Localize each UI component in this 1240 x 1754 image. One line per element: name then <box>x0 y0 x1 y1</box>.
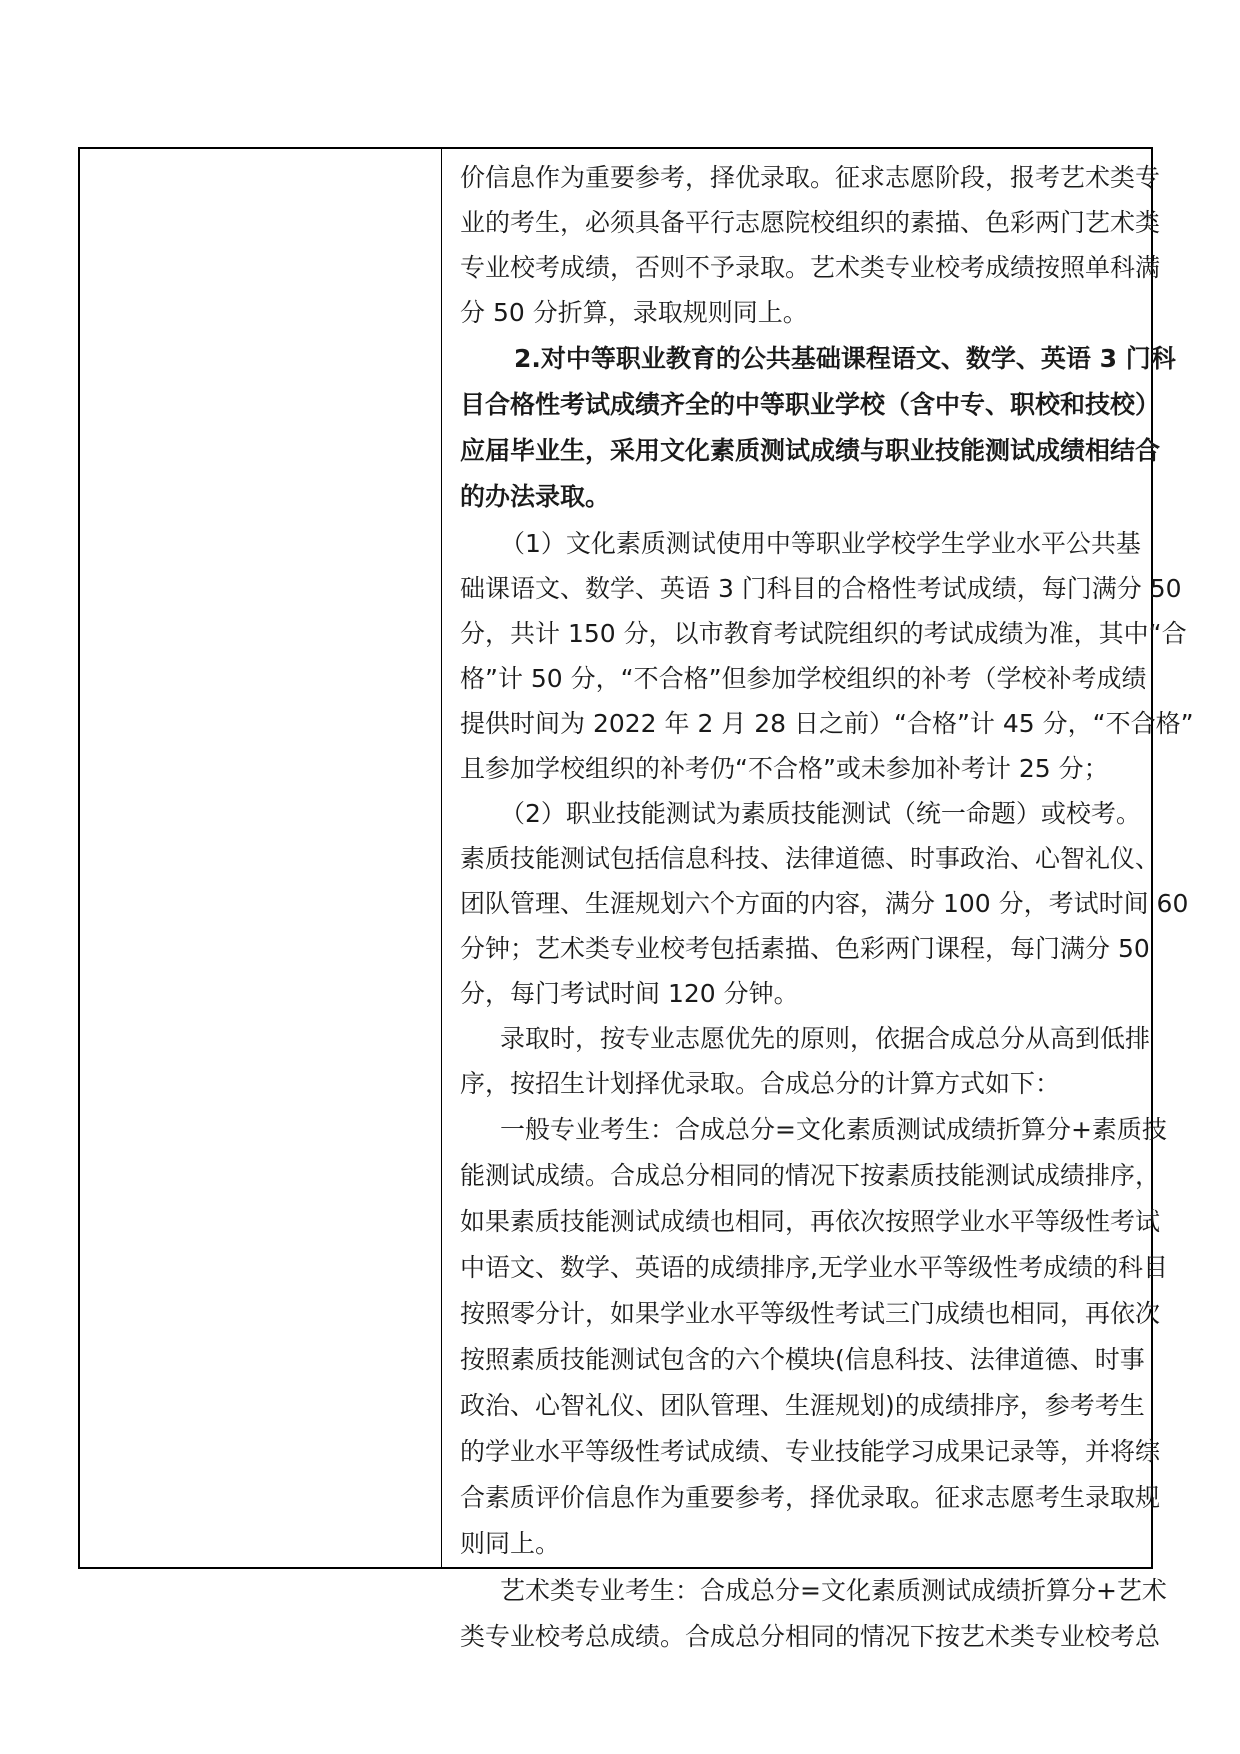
paragraph-line: 的学业水平等级性考试成绩、专业技能学习成果记录等，并将综 <box>460 1437 1161 1466</box>
paragraph-line: 录取时，按专业志愿优先的原则，依据合成总分从高到低排 <box>500 1024 1151 1053</box>
paragraph-line: （1）文化素质测试使用中等职业学校学生学业水平公共基 <box>500 529 1141 558</box>
paragraph-line: 合素质评价信息作为重要参考，择优录取。征求志愿考生录取规 <box>460 1483 1161 1512</box>
paragraph-line: 则同上。 <box>460 1529 561 1558</box>
paragraph-line: 按照零分计，如果学业水平等级性考试三门成绩也相同，再依次 <box>460 1299 1161 1328</box>
paragraph-line: 价信息作为重要参考，择优录取。征求志愿阶段，报考艺术类专 <box>460 163 1161 192</box>
paragraph-line: 类专业校考总成绩。合成总分相同的情况下按艺术类专业校考总 <box>460 1622 1161 1651</box>
paragraph-line: 能测试成绩。合成总分相同的情况下按素质技能测试成绩排序， <box>460 1161 1161 1190</box>
paragraph-line: （2）职业技能测试为素质技能测试（统一命题）或校考。 <box>500 799 1141 828</box>
paragraph-line-bold: 目合格性考试成绩齐全的中等职业学校（含中专、职校和技校） <box>460 390 1161 419</box>
paragraph-line: 按照素质技能测试包含的六个模块(信息科技、法律道德、时事 <box>460 1345 1145 1374</box>
paragraph-line: 格”计 50 分，“不合格”但参加学校组织的补考（学校补考成绩 <box>460 664 1147 693</box>
paragraph-line: 分，共计 150 分，以市教育考试院组织的考试成绩为准，其中“合 <box>460 619 1187 648</box>
paragraph-line-bold: 的办法录取。 <box>460 482 611 511</box>
paragraph-line: 分 50 分折算，录取规则同上。 <box>460 298 808 327</box>
paragraph-line: 分，每门考试时间 120 分钟。 <box>460 979 799 1008</box>
paragraph-line: 础课语文、数学、英语 3 门科目的合格性考试成绩，每门满分 50 <box>460 574 1182 603</box>
paragraph-line: 且参加学校组织的补考仍“不合格”或未参加补考计 25 分； <box>460 754 1109 783</box>
paragraph-line: 专业校考成绩，否则不予录取。艺术类专业校考成绩按照单科满 <box>460 253 1161 282</box>
table-content-column <box>446 149 1194 1651</box>
paragraph-line: 如果素质技能测试成绩也相同，再依次按照学业水平等级性考试 <box>460 1207 1161 1236</box>
paragraph-line: 素质技能测试包括信息科技、法律道德、时事政治、心智礼仪、 <box>460 844 1161 873</box>
paragraph-line: 艺术类专业考生：合成总分=文化素质测试成绩折算分+艺术 <box>500 1576 1167 1605</box>
paragraph-line: 一般专业考生：合成总分=文化素质测试成绩折算分+素质技 <box>500 1115 1167 1144</box>
paragraph-line: 分钟；艺术类专业校考包括素描、色彩两门课程，每门满分 50 <box>460 934 1150 963</box>
paragraph-line-bold: 2.对中等职业教育的公共基础课程语文、数学、英语 3 门科 <box>514 344 1176 373</box>
paragraph-line: 政治、心智礼仪、团队管理、生涯规划)的成绩排序，参考考生 <box>460 1391 1145 1420</box>
paragraph-line: 团队管理、生涯规划六个方面的内容，满分 100 分，考试时间 60 <box>460 889 1189 918</box>
paragraph-line: 中语文、数学、英语的成绩排序,无学业水平等级性考成绩的科目 <box>460 1253 1168 1282</box>
paragraph-line-bold: 应届毕业生，采用文化素质测试成绩与职业技能测试成绩相结合 <box>460 436 1161 465</box>
paragraph-line: 提供时间为 2022 年 2 月 28 日之前）“合格”计 45 分，“不合格” <box>460 709 1194 738</box>
paragraph-line: 业的考生，必须具备平行志愿院校组织的素描、色彩两门艺术类 <box>460 208 1161 237</box>
paragraph-line: 序，按招生计划择优录取。合成总分的计算方式如下： <box>460 1069 1061 1098</box>
table-left-column <box>80 149 442 1567</box>
document-table <box>78 147 1194 1651</box>
